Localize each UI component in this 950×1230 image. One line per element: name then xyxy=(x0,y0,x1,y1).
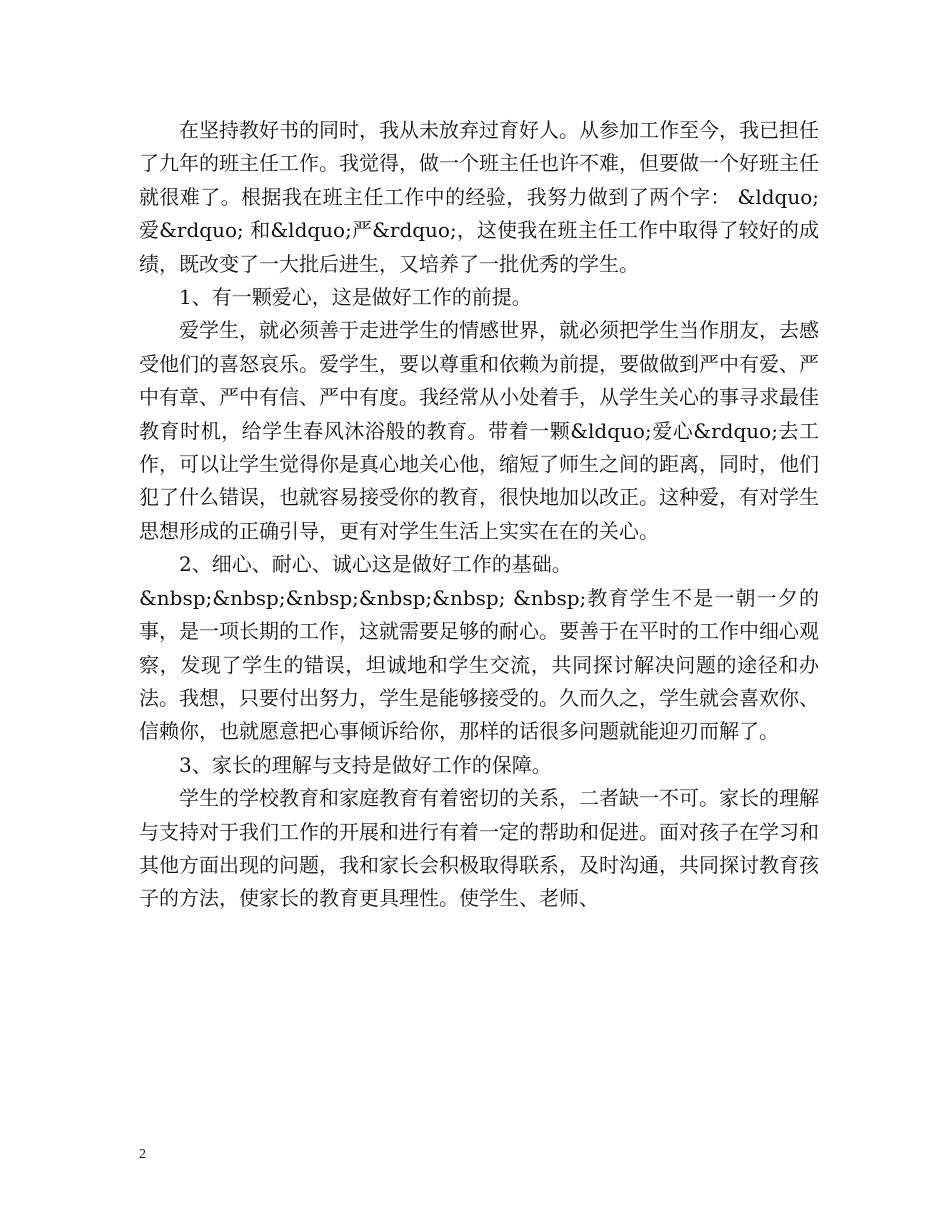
paragraph-parents: 学生的学校教育和家庭教育有着密切的关系，二者缺一不可。家长的理解与支持对于我们工作的开展和进行有着一定的帮助和促进。面对孩子在学习和其他方面出现的问题，我和家长会积极取得联系，及时沟通，共同探讨教育孩子的方法，使家长的教育更具理性。使学生、老师、 xyxy=(139,786,819,911)
heading-point-2: 2、细心、耐心、诚心这是做好工作的基础。 xyxy=(179,552,572,577)
heading-point-3: 3、家长的理解与支持是做好工作的保障。 xyxy=(179,752,552,777)
paragraph-intro: 在坚持教好书的同时，我从未放弃过育好人。从参加工作至今，我已担任了九年的班主任工作。我觉得，做一个班主任也许不难，但要做一个好班主任就很难了。根据我在班主任工作中的经验，我努力做到了两个字： &ldquo;爱&rdquo; 和&ldquo;严&rdquo;，这使我在班主任工作中取得了较好的成绩，既改变了一大批后进生，又培养了一批优秀的学生。 xyxy=(139,118,819,276)
heading-point-1: 1、有一颗爱心，这是做好工作的前提。 xyxy=(179,285,532,310)
page-number: 2 xyxy=(139,1147,146,1162)
paragraph-patience: &nbsp;&nbsp;&nbsp;&nbsp;&nbsp; &nbsp;教育学生不是一朝一夕的事，是一项长期的工作，这就需要足够的耐心。要善于在平时的工作中细心观察，发现了学生的错误，坦诚地和学生交流，共同探讨解决问题的途径和办法。我想，只要付出努力，学生是能够接受的。久而久之，学生就会喜欢你、信赖你，也就愿意把心事倾诉给你，那样的话很多问题就能迎刃而解了。 xyxy=(139,585,819,744)
paragraph-love-students: 爱学生，就必须善于走进学生的情感世界，就必须把学生当作朋友，去感受他们的喜怒哀乐。爱学生，要以尊重和依赖为前提，要做做到严中有爱、严中有章、严中有信、严中有度。我经常从小处着手，从学生关心的事寻求最佳教育时机，给学生春风沐浴般的教育。带着一颗&ldquo;爱心&rdquo;去工作，可以让学生觉得你是真心地关心他，缩短了师生之间的距离，同时，他们犯了什么错误，也就容易接受你的教育，很快地加以改正。这种爱，有对学生思想形成的正确引导，更有对学生生活上实实在在的关心。 xyxy=(139,318,819,543)
body-text xyxy=(139,114,819,916)
